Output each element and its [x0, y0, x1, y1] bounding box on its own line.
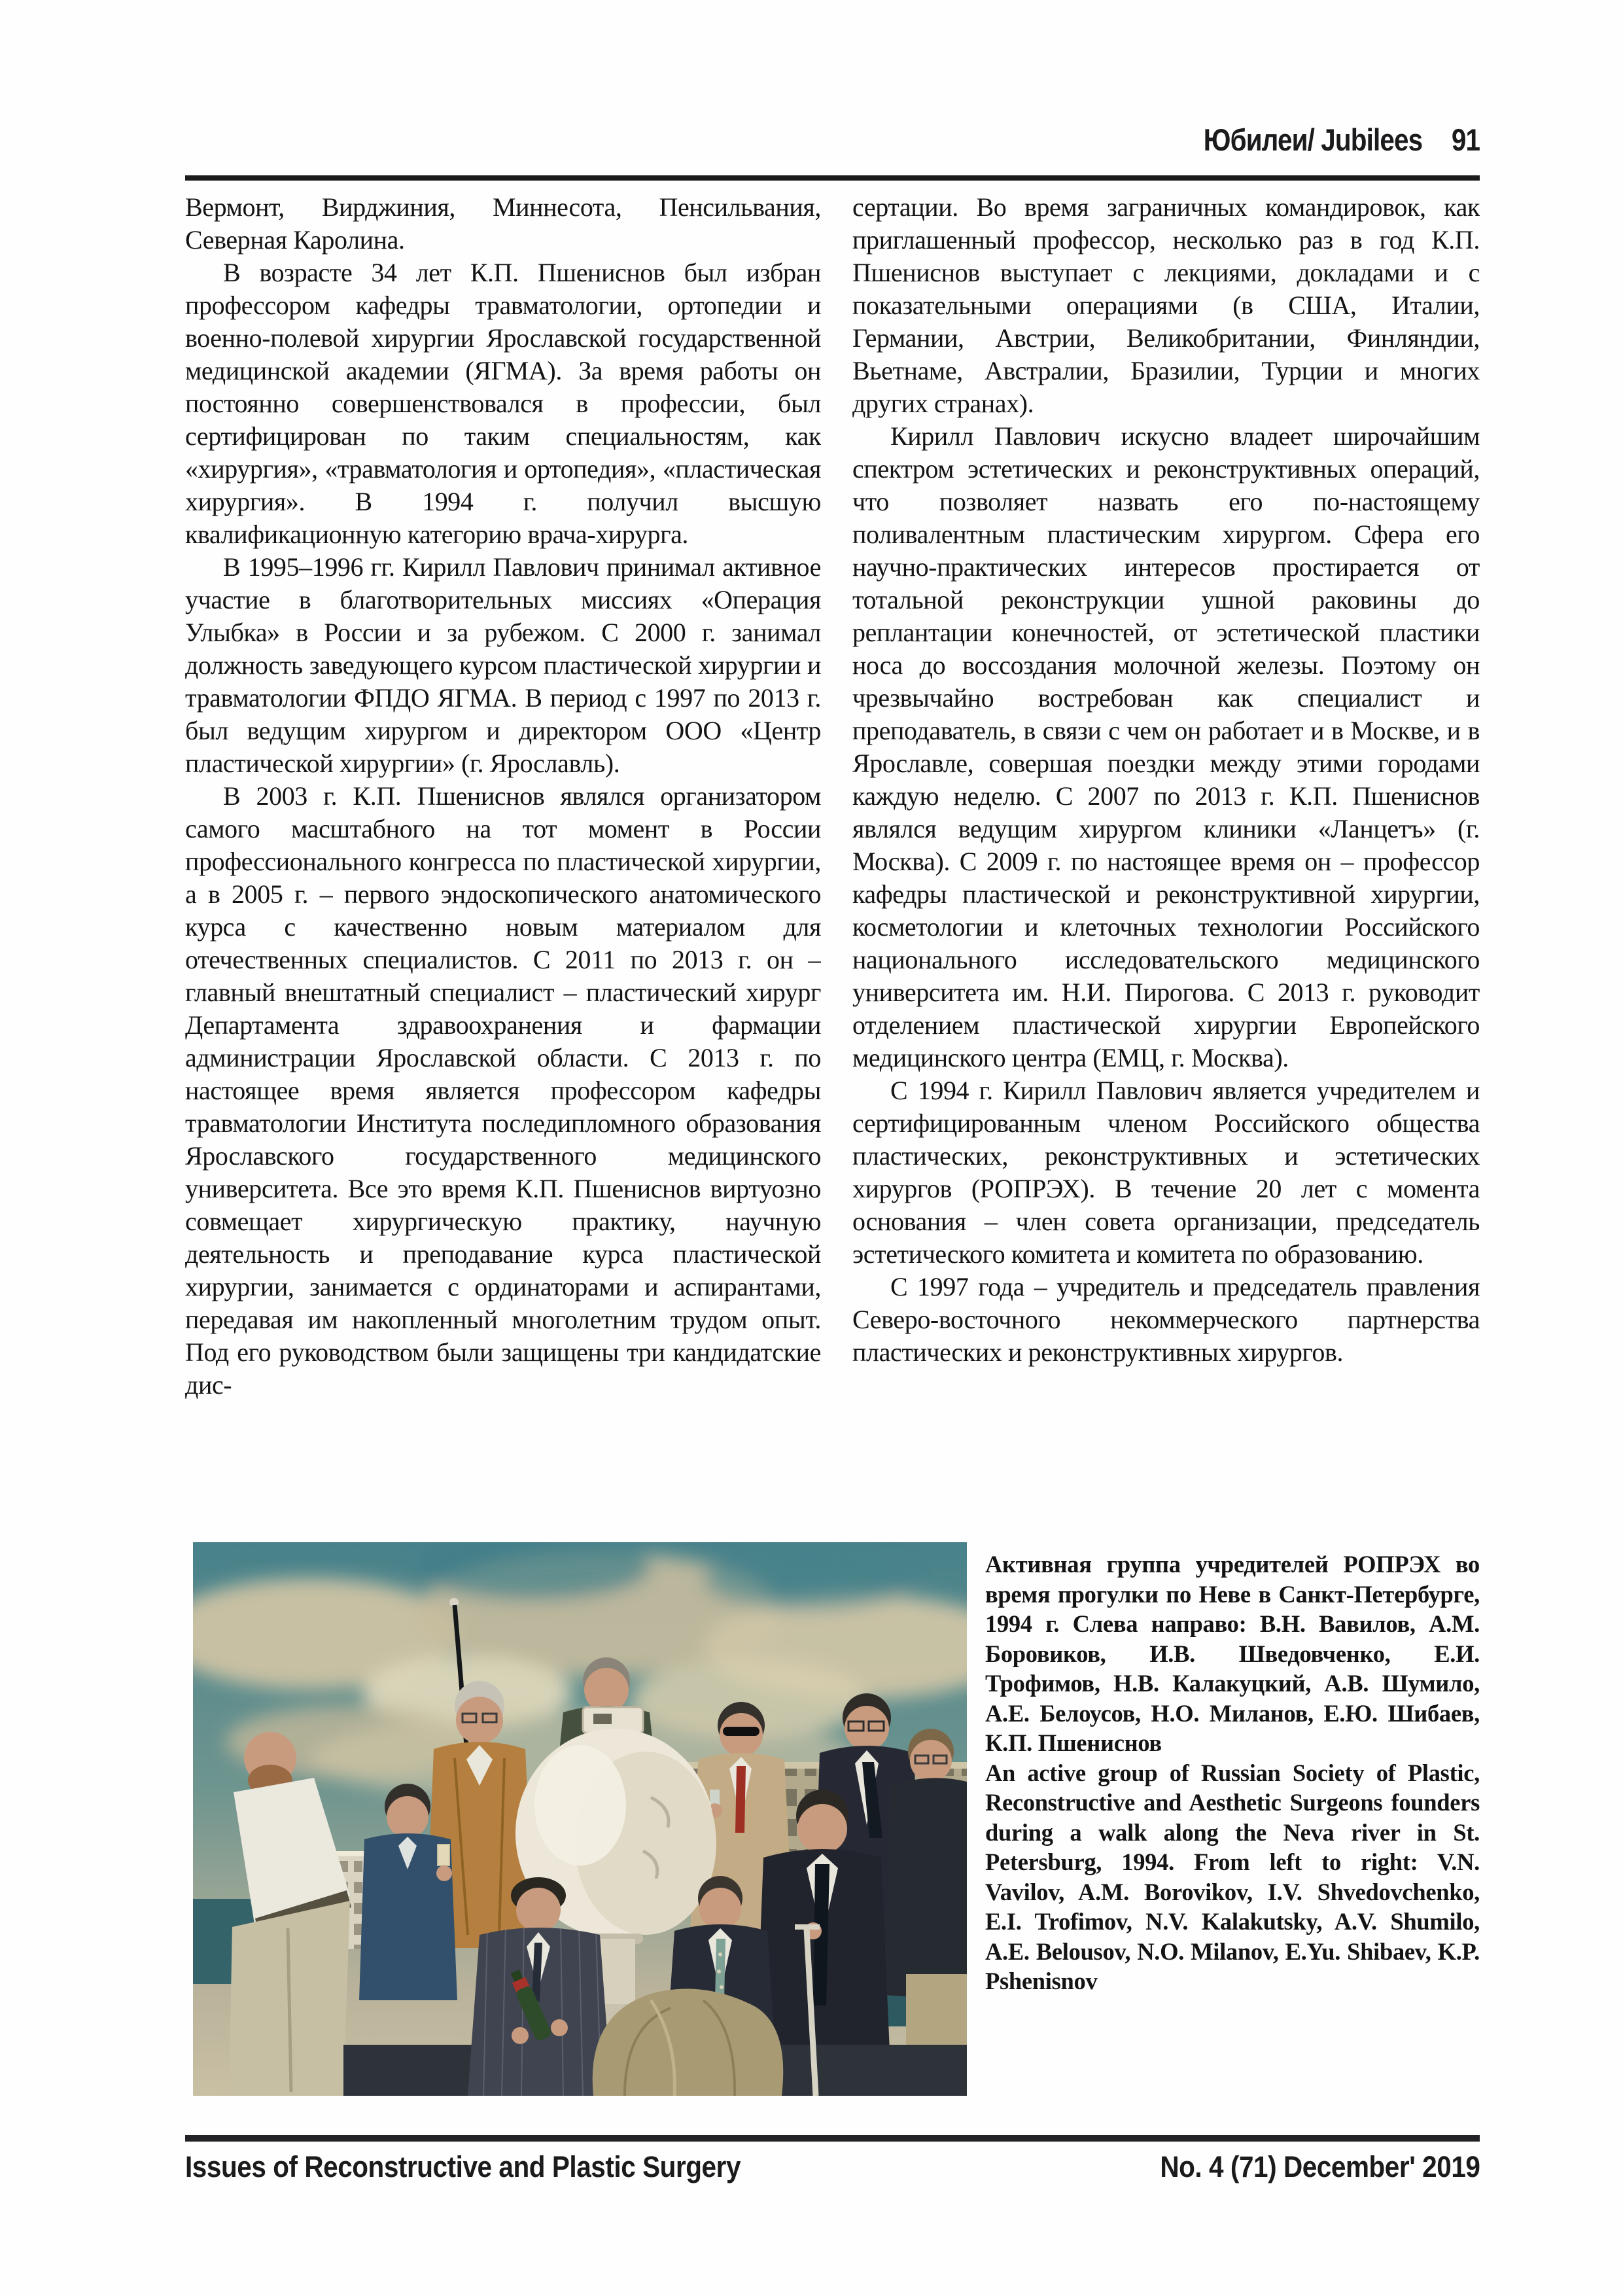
figure-captions [985, 1549, 1480, 1996]
figure-caption-russian: Активная группа учредителей РОПРЭХ во время прогулки по Неве в Санкт-Петербурге, 1994 г. Слева направо: В.Н. Вавилов, А.М. Боровиков, И.В. Шведовченко, Е.И. Трофимов, Н.В. Калакуцкий, А.В. Шумило, А.Е. Белоусов, Н.О. Миланов, Е.Ю. Шибаев, К.П. Пшениснов [985, 1551, 1480, 1756]
paragraph: Кирилл Павлович искусно владеет широчайшим спектром эстетических и реконструктивных операций, что позволяет назвать его по-настоящему поливалентным пластическим хирургом. Сфера его научно-практических интересов простирается от тотальной реконструкции ушной раковины до реплантации конечностей, от эстетической пластики носа до воссоздания молочной железы. Поэтому он чрезвычайно востребован как специалист и преподаватель, в связи с чем он работает и в Москве, и в Ярославле, совершая поездки между этими городами каждую неделю. С 2007 по 2013 г. К.П. Пшениснов являлся ведущим хирургом клиники «Ланцетъ» (г. Москва). С 2009 г. по настоящее время он – профессор кафедры пластической и реконструктивной хирургии, косметологии и клеточных технологии Российского национального исследовательского медицинского университета им. Н.И. Пирогова. С 2013 г. руководит отделением пластической хирургии Европейского медицинского центра (ЕМЦ, г. Москва). [852, 421, 1480, 1072]
group-photo-boat-neva [193, 1542, 967, 2096]
header-rule [185, 175, 1480, 181]
page-header [1204, 122, 1480, 158]
page-number: 91 [1451, 122, 1480, 157]
figure-caption-english: An active group of Russian Society of Plastic, Reconstructive and Aesthetic Surgeons founders during a walk along the Neva river in St. Petersburg, 1994. From left to right: V.N. Vavilov, A.M. Borovikov, I.V. Shvedovchenko, E.I. Trofimov, N.V. Kalakutsky, A.V. Shumilo, A.E. Belousov, N.O. Milanov, E.Yu. Shibaev, K.P. Pshenisnov [985, 1759, 1480, 1994]
article-column-right [852, 191, 1480, 1549]
footer-rule [185, 2135, 1480, 2142]
journal-title: Issues of Reconstructive and Plastic Surgery [185, 2150, 741, 2183]
article-column-left [185, 191, 821, 1549]
page-footer [185, 2150, 1480, 2184]
paragraph: С 1994 г. Кирилл Павлович является учредителем и сертифицированным членом Российского общества пластических, реконструктивных и эстетических хирургов (РОПРЭХ). В течение 20 лет с момента основания – член совета организации, председатель эстетического комитета и комитета по образованию. [852, 1076, 1480, 1269]
paragraph: В 2003 г. К.П. Пшениснов являлся организатором самого масштабного на тот момент в России профессионального конгресса по пластической хирургии, а в 2005 г. – первого эндоскопического анатомического курса с качественно новым материалом для отечественных специалистов. С 2011 по 2013 г. он – главный внештатный специалист – пластический хирург Департамента здравоохранения и фармации администрации Ярославской области. С 2013 г. по настоящее время является профессором кафедры травматологии Института последипломного образования Ярославского государственного медицинского университета. Все это время К.П. Пшениснов виртуозно совмещает хирургическую практику, научную деятельность и преподавание курса пластической хирургии, занимается с ординаторами и аспирантами, передавая им накопленный многолетним трудом опыт. Под его руководством были защищены три кандидатские дис- [185, 781, 821, 1400]
paragraph: В 1995–1996 гг. Кирилл Павлович принимал активное участие в благотворительных миссиях «Операция Улыбка» в России и за рубежом. С 2000 г. занимал должность заведующего курсом пластической хирургии и травматологии ФПДО ЯГМА. В период с 1997 по 2013 г. был ведущим хирургом и директором ООО «Центр пластической хирургии» (г. Ярославль). [185, 552, 821, 778]
paragraph: В возрасте 34 лет К.П. Пшениснов был избран профессором кафедры травматологии, ортопедии и военно-полевой хирургии Ярославской государственной медицинской академии (ЯГМА). За время работы он постоянно совершенствовался в профессии, был сертифицирован по таким специальностям, как «хирургия», «травматология и ортопедия», «пластическая хирургия». В 1994 г. получил высшую квалификационную категорию врача-хирурга. [185, 258, 821, 549]
issue-info: No. 4 (71) December' 2019 [1159, 2150, 1480, 2183]
section-title: Юбилеи/ Jubilees [1203, 122, 1423, 157]
paragraph: С 1997 года – учредитель и председатель правления Северо-восточного некоммерческого партнерства пластических и реконструктивных хирургов. [852, 1272, 1480, 1367]
paragraph: Вермонт, Вирджиния, Миннесота, Пенсильвания, Северная Каролина. [185, 192, 821, 255]
paragraph: сертации. Во время заграничных командировок, как приглашенный профессор, несколько раз в год К.П. Пшениснов выступает с лекциями, докладами и с показательными операциями (в США, Италии, Германии, Австрии, Великобритании, Финляндии, Вьетнаме, Австралии, Бразилии, Турции и многих других странах). [852, 192, 1480, 418]
